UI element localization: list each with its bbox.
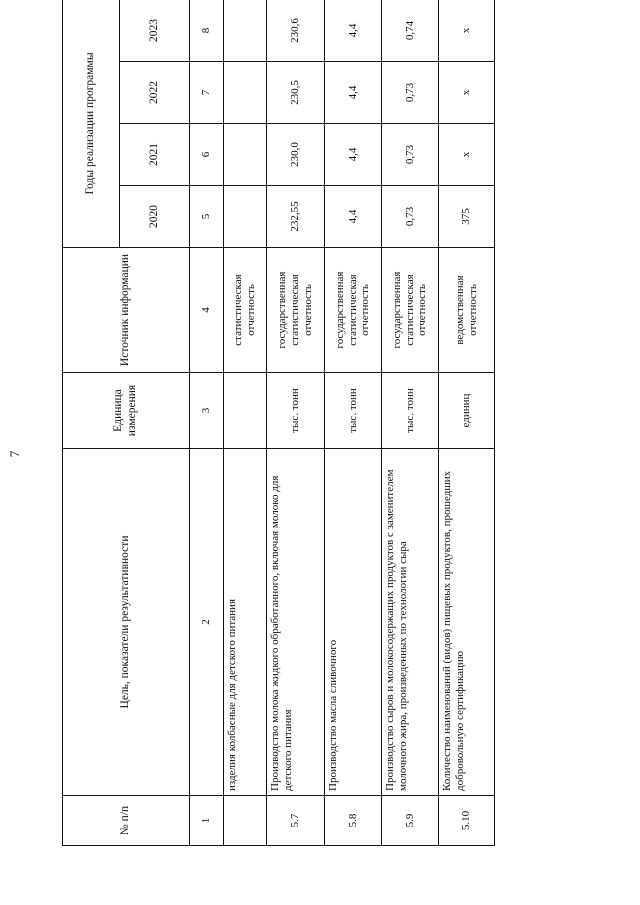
header-years-group: Годы реализации программы [63,0,120,248]
row-value-2022: 4,4 [325,62,382,124]
row-value-2022: х [439,62,495,124]
header-unit: Единица измерения [63,373,190,449]
row-value-2023: 230,6 [267,0,325,62]
column-number: 6 [190,124,224,186]
header-num: № п/п [63,796,190,846]
row-name: изделия колбасные для детского питания [224,449,267,796]
row-value-2021: 0,73 [382,124,439,186]
row-name: Производство молока жидкого обработанного, включая молоко для детского питания [267,449,325,796]
column-number: 3 [190,373,224,449]
column-number: 2 [190,449,224,796]
row-source: ведомственная отчетность [439,248,495,373]
row-source: статистическая отчетность [224,248,267,373]
row-value-2021: х [439,124,495,186]
row-value-2023: 4,4 [325,0,382,62]
row-value-2023: 0,74 [382,0,439,62]
row-unit: тыс. тонн [325,373,382,449]
row-value-2021: 230,0 [267,124,325,186]
row-value-2020: 232,55 [267,186,325,248]
row-unit: единиц [439,373,495,449]
row-value-2022: 230,5 [267,62,325,124]
row-source: государственная статистическая отчетность [382,248,439,373]
row-num: 5.9 [382,796,439,846]
row-unit [224,373,267,449]
row-num: 5.8 [325,796,382,846]
row-num: 5.7 [267,796,325,846]
table-row [382,0,439,846]
header-goal: Цель, показатели результативности [63,449,190,796]
row-unit: тыс. тонн [382,373,439,449]
row-name: Производство сыров и молокосодержащих продуктов с заменителем молочного жира, произведенных по технологии сыра [382,449,439,796]
row-num: 5.10 [439,796,495,846]
row-value-2020: 375 [439,186,495,248]
table-row [439,0,495,846]
page-number: 7 [7,450,22,458]
row-name: Количество наименований (видов) пищевых продуктов, прошедших добровольную сертификацию [439,449,495,796]
row-value-2021: 4,4 [325,124,382,186]
row-value-2023: х [439,0,495,62]
row-value-2022 [224,62,267,124]
column-number: 5 [190,186,224,248]
row-source: государственная статистическая отчетность [325,248,382,373]
row-num [224,796,267,846]
column-number: 4 [190,248,224,373]
row-value-2020: 0,73 [382,186,439,248]
row-value-2021 [224,124,267,186]
table-row [325,0,382,846]
rotated-table-sheet [62,0,479,846]
row-name: Производство масла сливочного [325,449,382,796]
row-value-2023 [224,0,267,62]
header-year-2021: 2021 [120,124,190,186]
column-number-row [190,0,224,846]
header-year-2022: 2022 [120,62,190,124]
header-source: Источник информации [63,248,190,373]
row-value-2020 [224,186,267,248]
table-row [224,0,267,846]
table-row [267,0,325,846]
header-year-2023: 2023 [120,0,190,62]
header-year-2020: 2020 [120,186,190,248]
results-indicators-table [62,0,495,846]
column-number: 7 [190,62,224,124]
row-unit: тыс. тонн [267,373,325,449]
row-source: государственная статистическая отчетность [267,248,325,373]
column-number: 8 [190,0,224,62]
row-value-2020: 4,4 [325,186,382,248]
column-number: 1 [190,796,224,846]
row-value-2022: 0,73 [382,62,439,124]
